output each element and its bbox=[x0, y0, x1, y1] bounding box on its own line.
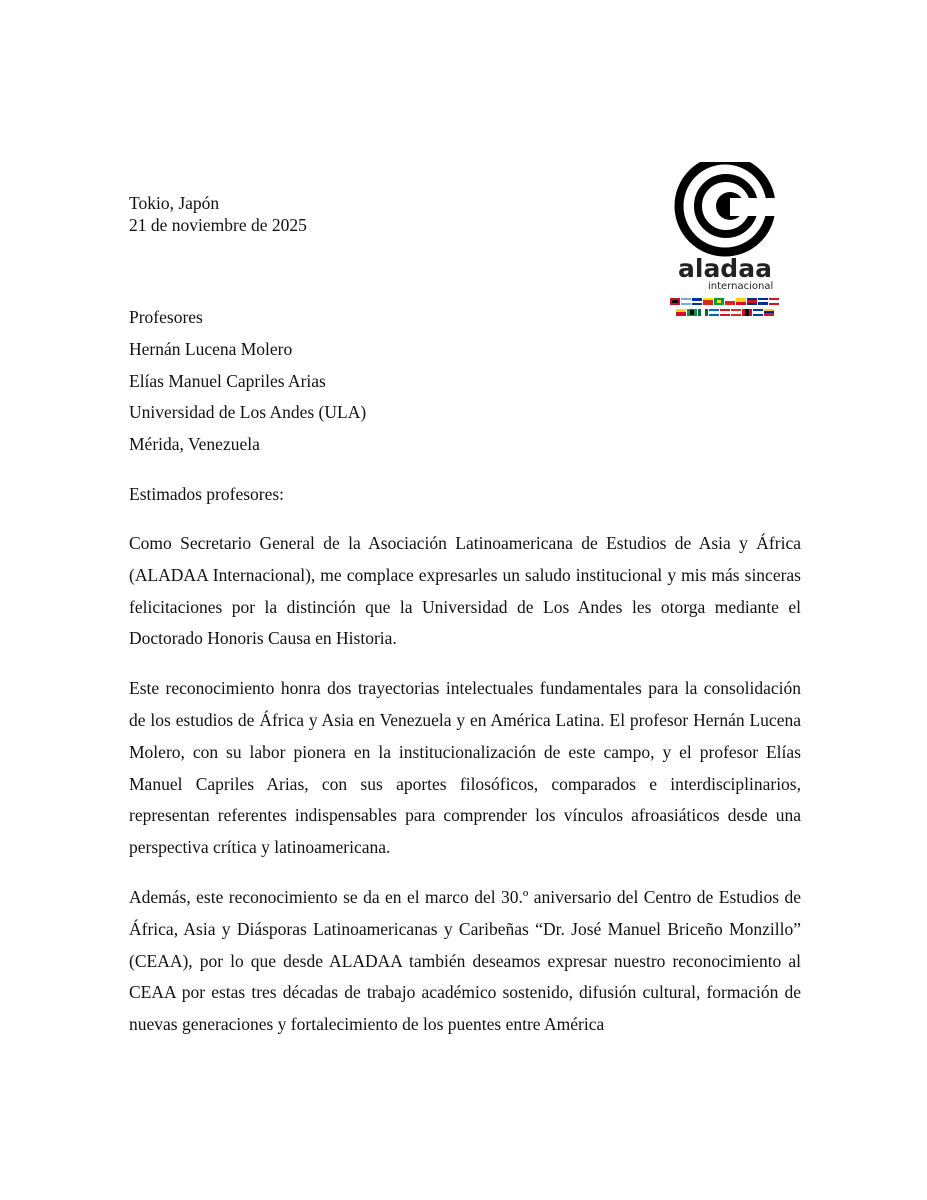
place-line: Tokio, Japón bbox=[129, 193, 220, 213]
letter-header bbox=[129, 192, 307, 236]
recipient-line: Profesores bbox=[129, 307, 203, 327]
recipient-line: Mérida, Venezuela bbox=[129, 434, 260, 455]
flags-row-2 bbox=[676, 309, 774, 316]
aladaa-logo bbox=[664, 162, 788, 327]
recipient-line: Elías Manuel Capriles Arias bbox=[129, 370, 326, 391]
logo-subtitle: internacional bbox=[708, 281, 774, 292]
recipient-line: Hernán Lucena Molero bbox=[129, 338, 293, 359]
recipients-block bbox=[129, 302, 366, 461]
date-line: 21 de noviembre de 2025 bbox=[129, 215, 307, 235]
flags-row-1 bbox=[670, 298, 779, 305]
paragraph-recognition: Este reconocimiento honra dos trayectorias intelectuales fundamentales para la consolidación de los estudios de África y Asia en Venezuela y en América Latina. El profesor Hernán Lucena Molero, con su labor pionera en la institucionalización de este campo, y el profesor Elías Manuel Capriles Arias, con sus aportes filosóficos, comparados e interdisciplinarios, representan referentes indispensables para comprender los vínculos afroasiáticos desde una perspectiva crítica y latinoamericana. bbox=[129, 678, 801, 858]
salutation: Estimados profesores: bbox=[129, 484, 285, 504]
letter-body bbox=[129, 528, 801, 1059]
paragraph-anniversary: Además, este reconocimiento se da en el marco del 30.º aniversario del Centro de Estudios de África, Asia y Diásporas Latinoamericanas y Caribeñas “Dr. José Manuel Briceño Monzillo” (CEAA), por lo que desde ALADAA también deseamos expresar nuestro reconocimiento al CEAA por estas tres décadas de trabajo académico sostenido, difusión cultural, formación de nuevas generaciones y fortalecimiento de los puentes entre América bbox=[129, 886, 801, 1035]
recipient-line: Universidad de Los Andes (ULA) bbox=[129, 402, 367, 423]
paragraph-greeting: Como Secretario General de la Asociación Latinoamericana de Estudios de Asia y África (ALADAA Internacional), me complace expresarles un saludo institucional y mis más sinceras felicitaciones por la distinción que la Universidad de Los Andes les otorga mediante el Doctorado Honoris Causa en Historia. bbox=[129, 533, 801, 649]
logo-wordmark: aladaa bbox=[678, 254, 772, 283]
aladaa-logo-graphic bbox=[664, 162, 788, 327]
